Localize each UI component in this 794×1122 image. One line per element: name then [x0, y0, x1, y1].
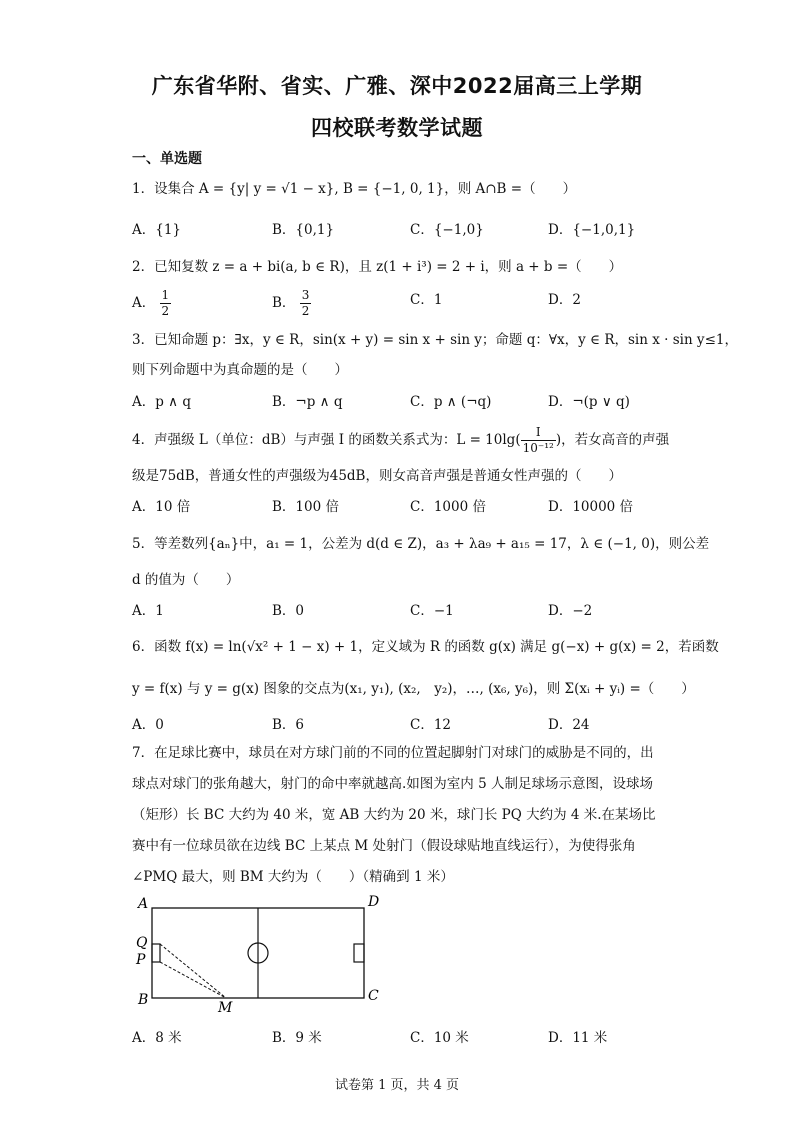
option-a: A．1 — [132, 603, 164, 619]
fraction-denominator: 10⁻¹² — [522, 441, 554, 455]
question-6-options — [132, 713, 672, 733]
option-d: D．11 米 — [548, 1030, 608, 1046]
question-3-stem-line1: 3．已知命题 p：∃x，y ∈ R，sin(x + y) = sin x + sin y；命题 q：∀x，y ∈ R，sin x · sin y≤1， — [132, 332, 738, 348]
exam-title-line2: 四校联考数学试题 — [311, 116, 483, 140]
option-d: D．24 — [548, 717, 590, 733]
question-4-stem-line2: 级是75dB，普通女性的声强级为45dB，则女高音声强是普通女性声强的（ ） — [132, 468, 622, 484]
option-b: B．{0,1} — [272, 222, 335, 238]
option-b: B．100 倍 — [272, 499, 339, 515]
fraction — [160, 288, 172, 319]
label-m: M — [218, 1000, 233, 1016]
option-c: C．12 — [410, 717, 452, 733]
question-6-stem-line2: y = f(x) 与 y = g(x) 图象的交点为(x₁, y₁), (x₂, y₂)，…, (x₆, y₆)，则 Σ(xᵢ + yᵢ) =（ ） — [132, 681, 695, 697]
question-2-options — [132, 288, 672, 318]
fraction-numerator: I — [521, 425, 556, 441]
option-b — [272, 288, 311, 319]
option-b-label: B． — [272, 295, 296, 311]
question-3-stem-line2: 则下列命题中为真命题的是（ ） — [132, 362, 348, 378]
question-2-stem: 2．已知复数 z = a + bi(a, b ∈ R)，且 z(1 + i³) = 2 + i，则 a + b =（ ） — [132, 259, 623, 275]
option-b: B．¬p ∧ q — [272, 394, 343, 410]
question-4-stem-line1 — [132, 425, 672, 456]
question-7-stem: 7．在足球比赛中，球员在对方球门前的不同的位置起脚射门对球门的威胁是不同的，出球点对球门的张角越大，射门的命中率就越高.如图为室内 5 人制足球场示意图，设球场（矩形）长 BC 大约为 40 米，宽 AB 大约为 20 米，球门长 PQ 大约为 4 米.在某场比赛中有一位球员欲在边线 BC 上某点 M 处射门（假设球贴地直线运行），为使得张角∠PMQ 最大，则 BM 大约为（ ）（精确到 1 米） — [132, 745, 656, 885]
question-3-options — [132, 390, 672, 410]
option-b: B．9 米 — [272, 1030, 322, 1046]
option-c: C．10 米 — [410, 1030, 469, 1046]
option-c: C．p ∧ (¬q) — [410, 394, 492, 410]
option-d: D．10000 倍 — [548, 499, 634, 515]
label-d: D — [368, 894, 380, 910]
page-footer: 试卷第 1 页，共 4 页 — [334, 1078, 460, 1093]
label-c: C — [368, 988, 379, 1004]
option-c: C．1 — [410, 292, 443, 308]
question-1-options — [132, 218, 672, 238]
question-7-options — [132, 1026, 672, 1046]
option-d: D．−2 — [548, 603, 593, 619]
section-heading: 一、单选题 — [132, 151, 202, 167]
label-a: A — [138, 896, 149, 912]
option-d: D．{−1,0,1} — [548, 222, 636, 238]
question-5-stem-line2: d 的值为（ ） — [132, 572, 240, 588]
option-b: B．6 — [272, 717, 305, 733]
label-p: P — [136, 952, 146, 968]
fraction-numerator: 1 — [161, 288, 170, 302]
fraction — [521, 425, 556, 456]
option-b: B．0 — [272, 603, 305, 619]
option-c: C．{−1,0} — [410, 222, 484, 238]
option-c: C．−1 — [410, 603, 454, 619]
question-1-stem: 1．设集合 A = {y| y = √1 − x}, B = {−1, 0, 1}，则 A∩B =（ ） — [132, 181, 577, 197]
label-q: Q — [136, 935, 148, 951]
option-a-label: A． — [132, 295, 156, 311]
line-qm — [160, 944, 226, 998]
label-b: B — [138, 992, 149, 1008]
question-4-stem-part2: )，若女高音的声强 — [555, 432, 670, 448]
question-5-options — [132, 599, 672, 619]
fraction-denominator: 2 — [301, 304, 310, 318]
option-d: D．2 — [548, 292, 581, 308]
option-a — [132, 288, 171, 319]
fraction — [300, 288, 312, 319]
question-5-stem-line1: 5．等差数列{aₙ}中，a₁ = 1，公差为 d(d ∈ Z)，a₃ + λa₉ + a₁₅ = 17，λ ∈ (−1, 0)，则公差 — [132, 536, 710, 552]
option-d: D．¬(p ∨ q) — [548, 394, 630, 410]
soccer-field-diagram — [132, 892, 392, 1017]
question-4-options — [132, 495, 672, 515]
right-goal — [354, 944, 364, 962]
fraction-numerator: 3 — [301, 288, 310, 302]
exam-title-line1: 广东省华附、省实、广雅、深中2022届高三上学期 — [151, 74, 643, 98]
option-a: A．0 — [132, 717, 164, 733]
line-pm — [160, 962, 226, 998]
option-a: A．p ∧ q — [132, 394, 191, 410]
option-a: A．8 米 — [132, 1030, 182, 1046]
option-c: C．1000 倍 — [410, 499, 486, 515]
left-goal — [152, 944, 160, 962]
option-a: A．10 倍 — [132, 499, 191, 515]
question-6-stem-line1: 6．函数 f(x) = ln(√x² + 1 − x) + 1，定义域为 R 的函数 g(x) 满足 g(−x) + g(x) = 2，若函数 — [132, 639, 719, 655]
option-a: A．{1} — [132, 222, 182, 238]
fraction-denominator: 2 — [161, 304, 170, 318]
question-4-stem-part1: 4．声强级 L（单位：dB）与声强 I 的函数关系式为：L = 10lg( — [132, 432, 521, 448]
